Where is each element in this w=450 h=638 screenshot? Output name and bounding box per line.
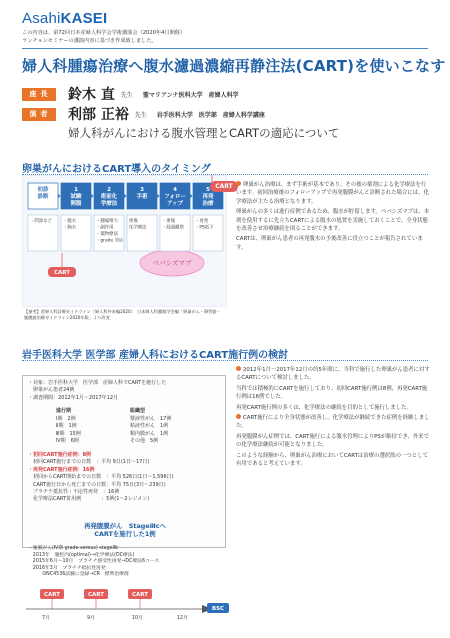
- section2-body: [236, 366, 430, 468]
- timing-detail-label: ・grade 対応: [96, 238, 124, 244]
- section1-paragraph: 卵巣がんの多くは進行症例であるため、腹水が貯留します。ベバシズマブは、本剤を使用するに先立ちCARTによる腹水の処置を実施しておくことで、全身状態を改善させ治療継続を図ることができます。: [236, 209, 430, 233]
- timing-detail-label: 術後: [129, 219, 138, 224]
- result-line: 初回からCART開始までの日数 ：平均 526日(1日〜1,596日): [28, 474, 174, 481]
- section2-paragraph: このような経験から、卵巣がん治療においてCARTは治療の選択肢の一つとして有用であると考えています。: [236, 452, 428, 468]
- timeline-tick-label: 9月: [87, 616, 95, 621]
- chair-row: [22, 86, 239, 102]
- cart-top-marker: CART: [210, 181, 238, 192]
- timing-detail-label: ・副作用: [96, 225, 114, 231]
- timing-step-label: 診断: [37, 194, 49, 200]
- panel-results: [28, 452, 174, 504]
- header-note-line: この内容は、第72回日本産婦人科学会学術講演会（2020年4月開催）: [22, 30, 186, 36]
- timeline-tick-label: 7月: [42, 616, 50, 621]
- timing-detail-label: ・腹水: [63, 219, 77, 224]
- timing-detail-label: ・腫瘍増大: [96, 219, 118, 224]
- cart-bottom-label: CART: [53, 270, 71, 276]
- speaker-name: 利部 正裕: [68, 107, 129, 123]
- stage-header: 進行期: [56, 408, 72, 414]
- cart-timing-diagram: [22, 175, 227, 307]
- section2-paragraph: CART施行により全身状態が改善し、化学療法が継続できた症例を経験しました。: [236, 415, 430, 430]
- stage-row: Ⅳ期 6例: [56, 438, 79, 445]
- timing-detail-label: ・問診など: [30, 219, 52, 224]
- bsc-label: BSC: [211, 606, 225, 612]
- histology-row: 漿液性がん 17例: [130, 415, 172, 422]
- timing-detail-label: 化学療法: [129, 225, 147, 231]
- result-line: 化学療法CART併用例 ：5例(1〜2レジメン): [28, 496, 150, 503]
- timing-step-label: 2: [107, 187, 111, 193]
- section2-heading: 岩手医科大学 医学部 産婦人科におけるCART施行例の検討: [22, 350, 289, 361]
- timeline-tick-label: 10月: [132, 616, 143, 621]
- case-line: ・腹膜がん(Ⅳ期 grade serous) stageⅢc: [28, 546, 119, 551]
- case-line: ONC4536試験に登録→CR 標準治療群: [28, 572, 129, 578]
- timing-detail-label: ・胸水: [63, 225, 77, 231]
- timing-step-label: 術前化: [100, 194, 118, 200]
- talk-title: 婦人科がんにおける腹水管理とCARTの適応について: [68, 126, 340, 140]
- case-line: 2013年 腹腔内(optimal)→化学療法(DC療法): [28, 552, 135, 558]
- result-line: 初回CART施行までの日数 ：平均 9日(1日〜17日): [28, 459, 150, 466]
- panel-line: ・対象：岩手医科大学 医学部 産婦人科でCARTを施行した: [28, 380, 167, 386]
- panel-line: 卵巣がん患者24例: [28, 387, 75, 394]
- cart-timeline-label: CART: [131, 592, 149, 598]
- bullet-icon: [236, 414, 241, 419]
- result-title: ・再発CART施行症例：16例: [28, 466, 95, 473]
- header-note-line: ランチョンセミナーの講演内容に基づき作成致しました。: [22, 37, 157, 44]
- chair-name: 鈴木 直: [68, 87, 115, 103]
- chair-role-tag: 座長: [22, 88, 56, 101]
- bevacizumab-bubble-label: ベバシズマブ: [152, 259, 192, 267]
- timing-step-label: 学療法: [100, 201, 118, 207]
- timing-step-label: 治療: [202, 201, 214, 207]
- timing-detail-label: ・薬物療法: [96, 232, 118, 237]
- histology-list: [130, 408, 171, 446]
- timing-step-label: 再発: [202, 194, 214, 200]
- section1-paragraph: 卵巣がん治療は、まず手術が基本であり、その後の薬剤による化学療法を行います。初回治療後のフォローアップで再発腹膜がんと診断された場合には、化学療法が主たる治療となります。: [236, 182, 429, 205]
- timing-step-label: 試験: [70, 194, 82, 200]
- case-figure-title-line: CARTを施行した1例: [94, 530, 156, 538]
- timing-step-label: 初診: [37, 187, 49, 193]
- section2-paragraph: 再発CART施行例の多くは、化学療法の継続を目的として施行しました。: [236, 404, 412, 411]
- result-line: CART施行日から死亡までの日数：平均 75日(3日〜239日): [28, 481, 166, 488]
- timing-step-label: アップ: [166, 201, 184, 207]
- section1-paragraph: CARTは、卵巣がん患者の再発腹水の予後改善に役立つことが報告されています。: [236, 236, 423, 251]
- timeline-tick-label: 12月: [177, 616, 188, 621]
- main-title: 婦人科腫瘍治療へ腹水濾過濃縮再静注法(CART)を使いこなす: [22, 57, 446, 75]
- header-note: [22, 30, 422, 45]
- histology-row: 粘液性がん 1例: [130, 423, 169, 430]
- section2-paragraph: 再発腹膜がん症例では、CART施行による腹水管理によりPSが維持でき、外来での化学療法継続が可能となりました。: [236, 433, 430, 449]
- case-figure-title: [22, 522, 228, 538]
- timing-detail-label: ・PS低下: [195, 225, 214, 231]
- stage-row: Ⅲ期 15例: [56, 430, 81, 437]
- speaker-suffix: 先生: [134, 111, 147, 119]
- chair-suffix: 先生: [120, 91, 133, 99]
- panel-line: ・調査期間：2012年1月〜2017年12月: [28, 394, 118, 401]
- panel-intro: [28, 380, 166, 402]
- bullet-icon: [236, 366, 241, 371]
- timing-step-label: 5: [206, 187, 210, 193]
- timing-step-label: 1: [74, 187, 78, 193]
- brand-logo: AsahiKASEI: [22, 10, 108, 27]
- timing-detail-label: ・術後: [162, 219, 176, 224]
- histology-row: その他 5例: [130, 438, 159, 445]
- section2-paragraph: 当科では積極的にCARTを施行しており、初回CART施行例は8例、再発CART施行例は16例でした。: [236, 385, 428, 401]
- timing-step-label: 4: [173, 187, 177, 193]
- section2-rule: [22, 360, 428, 361]
- result-line: プラチナ抵抗性・不応性再発 ：16例: [28, 489, 120, 496]
- cart-timeline-label: CART: [87, 592, 105, 598]
- histology-header: 組織型: [130, 408, 146, 414]
- header-divider: [22, 48, 428, 49]
- section1-body: [236, 181, 430, 252]
- speaker-affiliation: 岩手医科大学 医学部 産婦人科学講座: [156, 111, 265, 119]
- stage-list: [56, 408, 81, 446]
- bullet-icon: [236, 181, 241, 186]
- cart-timeline-label: CART: [43, 592, 61, 598]
- timing-step-label: 手術: [136, 194, 148, 200]
- case-line: 2016年3月 プラチナ抵抗性再発: [28, 565, 106, 571]
- timing-detail-label: ・経過観察: [162, 225, 184, 231]
- timing-step-label: フォロー: [164, 194, 186, 200]
- histology-row: 類内膜がん 1例: [130, 430, 169, 437]
- case-timeline: [22, 583, 232, 633]
- section1-heading: 卵巣がんにおけるCART導入のタイミング: [22, 164, 211, 175]
- speaker-row: [22, 106, 265, 122]
- case-figure-title-line: 再発腹膜がん StageⅢcへ: [84, 522, 166, 530]
- result-title: ・初回CART施行症例：8例: [28, 452, 92, 458]
- speaker-role-tag: 演者: [22, 108, 56, 121]
- figure1-caption: 【参考】産婦人科診療ガイドライン（婦人科外来編2020） 日本婦人科腫瘍学会編「卵巣がん・卵管癌・腹膜癌治療ガイドライン2020年版」より改変: [24, 309, 221, 320]
- timing-detail-label: ・再発: [195, 219, 209, 224]
- case-figure-text: [28, 546, 159, 579]
- stage-row: Ⅰ期 2例: [56, 415, 76, 422]
- timing-step-label: 開腹: [70, 201, 82, 207]
- stage-row: Ⅱ期 1例: [56, 423, 77, 430]
- case-line: 2015年6月〜10月 プラチナ感受性再発→DC療法6コース: [28, 559, 160, 565]
- case-figure-title-text: [22, 522, 228, 538]
- section2-paragraph: 2012年1月〜2017年12月の約5年間に、当科で施行した卵巣がん患者に対するCARTについて検討しました。: [236, 367, 430, 382]
- chair-affiliation: 聖マリアンナ医科大学 産婦人科学: [142, 91, 239, 99]
- timing-step-label: 3: [140, 187, 144, 193]
